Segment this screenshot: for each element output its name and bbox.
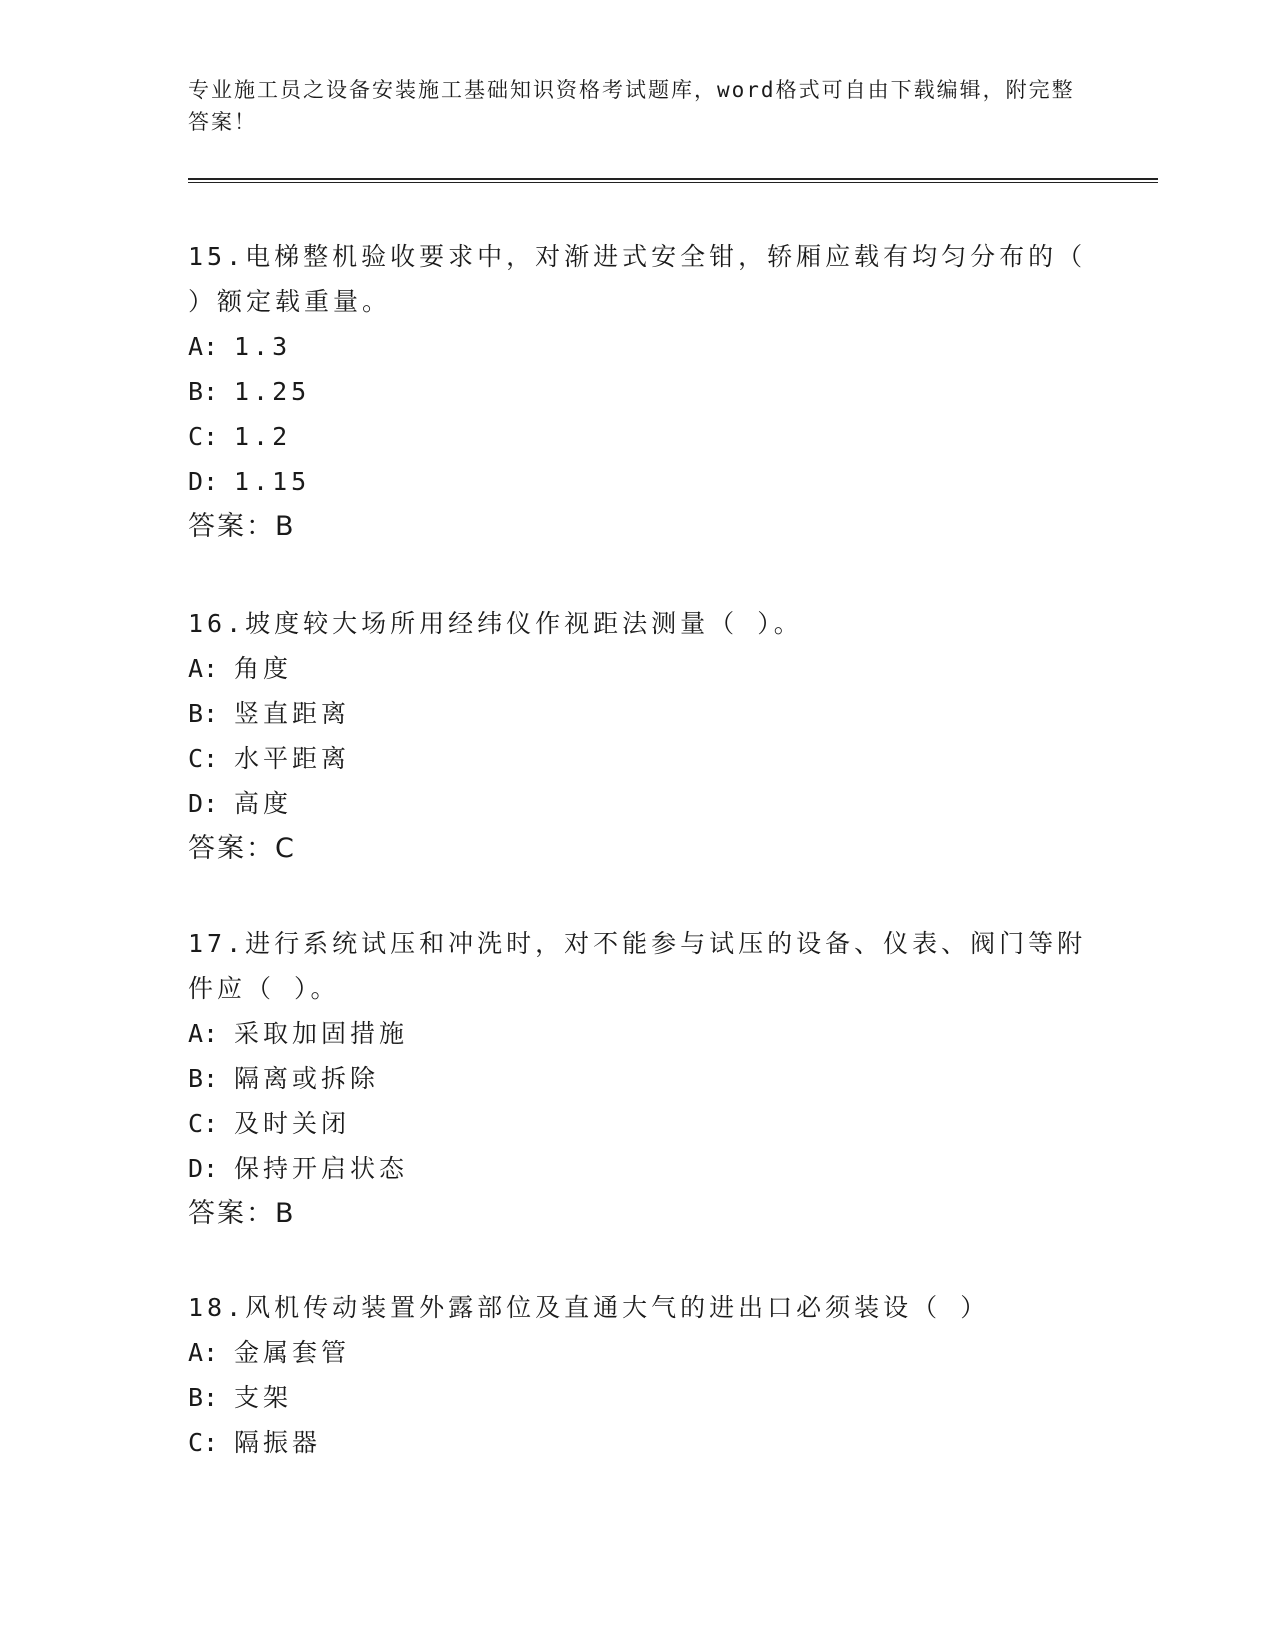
option-c	[188, 1101, 1088, 1146]
option-c	[188, 1420, 1088, 1465]
option-d	[188, 459, 1088, 504]
option-a	[188, 1330, 1088, 1375]
option-d	[188, 781, 1088, 826]
option-key: C:	[188, 422, 219, 451]
option-text: 隔离或拆除	[234, 1064, 380, 1093]
option-text: 竖直距离	[234, 699, 351, 728]
question-block	[188, 1285, 1088, 1465]
option-text: 1.3	[234, 332, 292, 361]
answer-line: 答案：B	[188, 511, 296, 542]
option-text: 保持开启状态	[234, 1154, 409, 1183]
option-text: 高度	[234, 789, 293, 818]
option-c	[188, 736, 1088, 781]
question-block	[188, 601, 1088, 871]
option-text: 支架	[234, 1383, 293, 1412]
question-stem: 15.电梯整机验收要求中，对渐进式安全钳，轿厢应载有均匀分布的（ ）额定载重量。	[188, 242, 1087, 316]
option-key: A:	[188, 332, 219, 361]
option-key: B:	[188, 377, 219, 406]
option-text: 1.15	[234, 467, 311, 496]
document-header: 专业施工员之设备安装施工基础知识资格考试题库，word格式可自由下载编辑，附完整答案！	[188, 78, 1075, 134]
option-key: D:	[188, 789, 219, 818]
option-key: D:	[188, 467, 219, 496]
question-stem: 17.进行系统试压和冲洗时，对不能参与试压的设备、仪表、阀门等附件应（ ）。	[188, 929, 1087, 1003]
option-key: D:	[188, 1154, 219, 1183]
option-text: 金属套管	[234, 1338, 351, 1367]
option-text: 1.25	[234, 377, 311, 406]
option-key: A:	[188, 654, 219, 683]
option-key: B:	[188, 1383, 219, 1412]
question-stem: 16.坡度较大场所用经纬仪作视距法测量（ ）。	[188, 609, 803, 638]
header-divider	[188, 178, 1158, 183]
question-block	[188, 921, 1088, 1236]
option-key: A:	[188, 1338, 219, 1367]
option-text: 采取加固措施	[234, 1019, 409, 1048]
option-b	[188, 369, 1088, 414]
option-key: B:	[188, 699, 219, 728]
option-a	[188, 646, 1088, 691]
option-key: B:	[188, 1064, 219, 1093]
option-key: C:	[188, 744, 219, 773]
option-d	[188, 1146, 1088, 1191]
answer-line: 答案：B	[188, 1198, 296, 1229]
option-b	[188, 1375, 1088, 1420]
option-b	[188, 1056, 1088, 1101]
option-key: C:	[188, 1428, 219, 1457]
option-text: 水平距离	[234, 744, 351, 773]
option-a	[188, 324, 1088, 369]
answer-line: 答案：C	[188, 833, 296, 864]
option-b	[188, 691, 1088, 736]
option-text: 及时关闭	[234, 1109, 351, 1138]
question-block	[188, 234, 1088, 549]
option-a	[188, 1011, 1088, 1056]
option-c	[188, 414, 1088, 459]
option-text: 1.2	[234, 422, 292, 451]
option-key: C:	[188, 1109, 219, 1138]
question-stem: 18.风机传动装置外露部位及直通大气的进出口必须装设（ ）	[188, 1293, 990, 1322]
option-text: 隔振器	[234, 1428, 322, 1457]
option-text: 角度	[234, 654, 293, 683]
option-key: A:	[188, 1019, 219, 1048]
